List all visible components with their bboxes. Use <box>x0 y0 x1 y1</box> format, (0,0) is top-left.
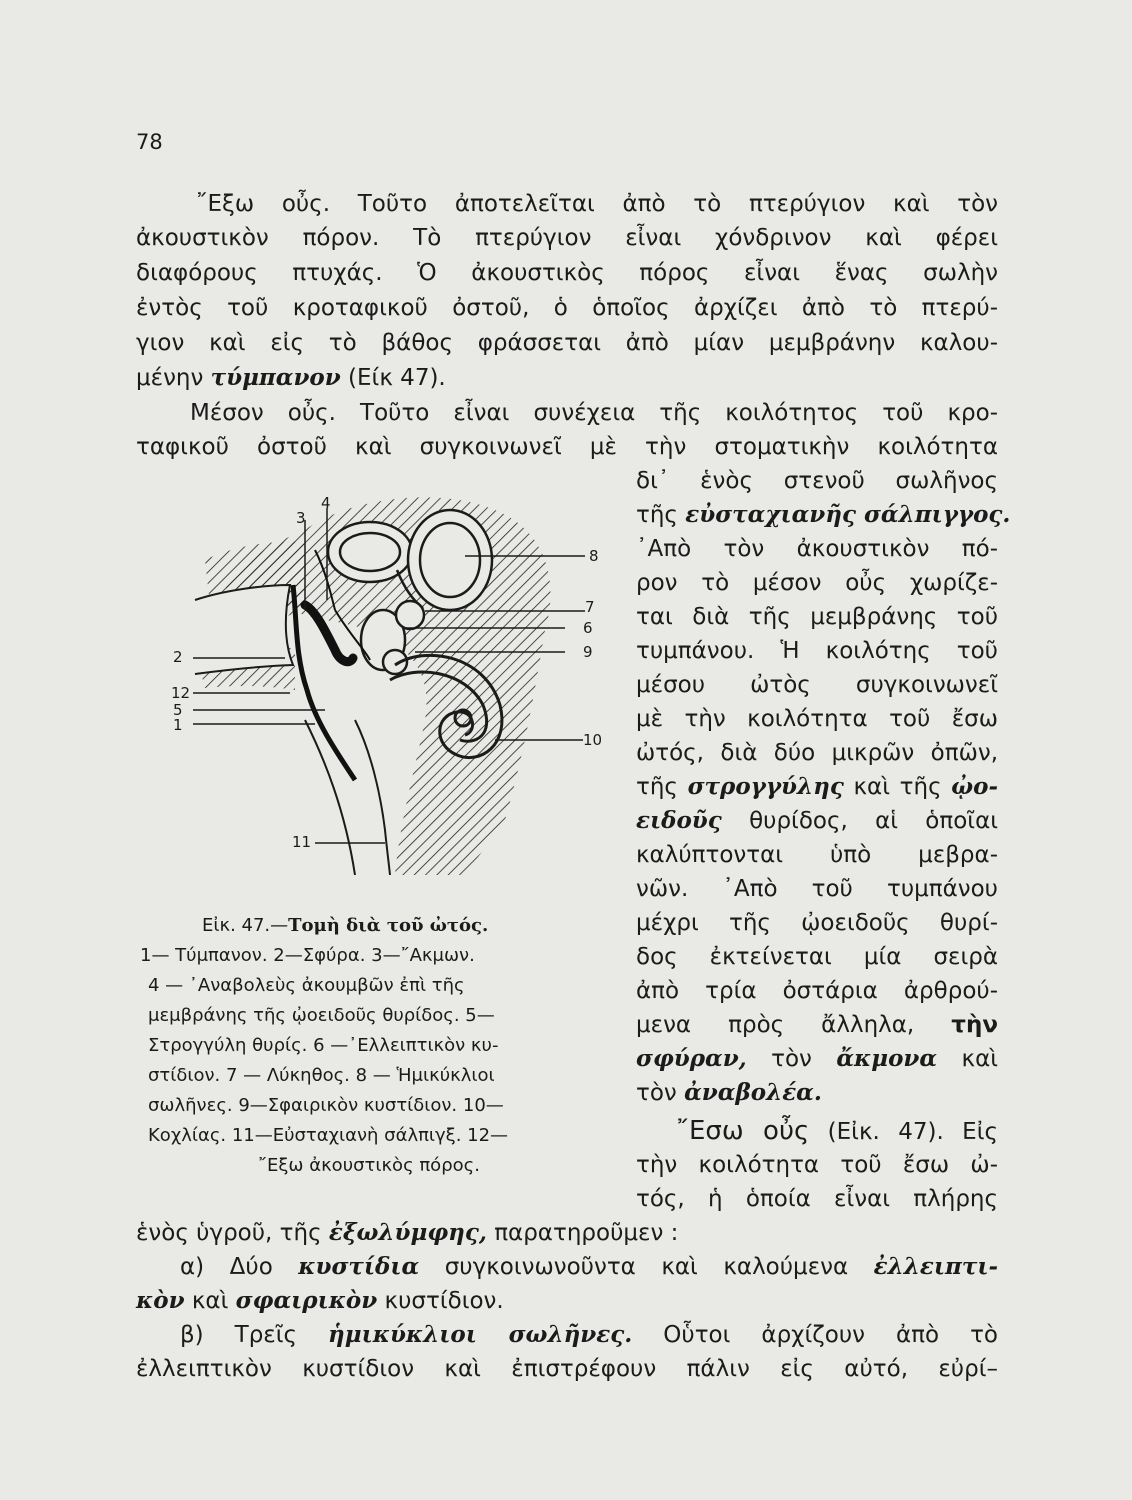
label-10: 10 <box>583 731 603 749</box>
text-line: ταφικοῦ ὀστοῦ καὶ συγκοινωνεῖ μὲ τὴν στοματικὴν κοιλότητα <box>136 434 998 460</box>
text-line: μέσου ὠτὸς συγκοινωνεῖ <box>636 672 998 698</box>
text-line: διαφόρους πτυχάς. Ὁ ἀκουστικὸς πόρος εἶναι ἕνας σωλὴν <box>136 260 998 286</box>
text-line: δι᾽ ἑνὸς στενοῦ σωλῆνος <box>636 468 998 494</box>
text-line: τὴν κοιλότητα τοῦ ἔσω ὠ- <box>636 1152 998 1178</box>
text-line: Μέσον οὖς. Τοῦτο εἶναι συνέχεια τῆς κοιλότητος τοῦ κρο- <box>190 400 998 426</box>
text-line: γιον καὶ εἰς τὸ βάθος φράσσεται ἀπὸ μίαν μεμβράνην καλου- <box>136 330 998 356</box>
caption-line: σωλῆνες. 9—Σφαιρικὸν κυστίδιον. 10— <box>148 1095 504 1116</box>
text-line: τός, ἡ ὁποία εἶναι πλήρης <box>636 1186 998 1212</box>
text-line: τῆς εὐσταχιανῆς σάλπιγγος. <box>636 501 1011 528</box>
text-line: ἐντὸς τοῦ κροταφικοῦ ὀστοῦ, ὁ ὁποῖος ἀρχίζει ἀπὸ τὸ πτερύ- <box>136 295 998 321</box>
caption-line: μεμβράνης τῆς ᾠοειδοῦς θυρίδος. 5— <box>148 1005 495 1026</box>
text-line: ρον τὸ μέσον οὖς χωρίζε- <box>636 570 998 596</box>
text-line: ἀκουστικὸν πόρον. Τὸ πτερύγιον εἶναι χόνδρινον καὶ φέρει <box>136 225 998 251</box>
text-line: νῶν. ᾽Απὸ τοῦ τυμπάνου <box>636 876 998 902</box>
text-line: τῆς στρογγύλης καὶ τῆς ᾠο- <box>636 773 999 800</box>
list-item: β) Τρεῖς ἡμικύκλιοι σωλῆνες. Οὗτοι ἀρχίζουν ἀπὸ τὸ <box>180 1321 998 1348</box>
text-line: ῎Εσω οὖς (Εἰκ. 47). Εἰς <box>676 1116 998 1146</box>
emphasis-term: ἐξωλύμφης, <box>328 1219 487 1246</box>
page-number: 78 <box>136 130 163 154</box>
text-line: καλύπτονται ὑπὸ μεβρα- <box>636 842 998 868</box>
emphasis-term: σφύραν, <box>636 1045 747 1072</box>
text-line: κὸν καὶ σφαιρικὸν κυστίδιον. <box>136 1287 504 1314</box>
label-4: 4 <box>321 494 331 512</box>
caption-line: 4 — ᾽Αναβολεὺς ἀκουμβῶν ἐπὶ τῆς <box>148 975 465 996</box>
caption-line: 1— Τύμπανον. 2—Σφύρα. 3—῎Ακμων. <box>140 945 475 966</box>
text-line: δος ἐκτείνεται μία σειρὰ <box>636 944 998 970</box>
text-line: ᾽Απὸ τὸν ἀκουστικὸν πό- <box>636 536 998 562</box>
label-1: 1 <box>173 716 183 734</box>
text-line: ῎Εξω οὖς. Τοῦτο ἀποτελεῖται ἀπὸ τὸ πτερύγιον καὶ τὸν <box>196 191 998 217</box>
list-item: α) Δύο κυστίδια συγκοινωνοῦντα καὶ καλούμενα ἐλλειπτι- <box>180 1253 998 1280</box>
emphasis-term: ἀναβολέα. <box>684 1079 822 1106</box>
eustachian-tube <box>355 720 390 875</box>
emphasis-term: εὐσταχιανῆς σάλπιγγος. <box>685 501 1011 528</box>
label-7: 7 <box>585 598 595 616</box>
caption-title-line: Εἰκ. 47.—Τομὴ διὰ τοῦ ὠτός. <box>202 915 489 936</box>
text-line: τυμπάνου. Ἡ κοιλότης τοῦ <box>636 638 998 664</box>
emphasis-term: σφαιρικὸν <box>235 1287 378 1314</box>
text-line: ἐλλειπτικὸν κυστίδιον καὶ ἐπιστρέφουν πάλιν εἰς αὐτό, εὐρί– <box>136 1356 998 1382</box>
label-6: 6 <box>583 619 593 637</box>
emphasis-term: ἄκμονα <box>836 1045 938 1072</box>
text-line: τὸν ἀναβολέα. <box>636 1079 822 1106</box>
emphasis-term: κὸν <box>136 1287 185 1314</box>
text-line: μενα πρὸς ἄλληλα, τὴν <box>636 1012 998 1038</box>
ear-diagram <box>165 490 615 875</box>
text-line: σφύραν, τὸν ἄκμονα καὶ <box>636 1045 999 1072</box>
text-line: ται διὰ τῆς μεμβράνης τοῦ <box>636 604 998 630</box>
text-line: ειδοῦς θυρίδος, αἱ ὁποῖαι <box>636 807 999 834</box>
section-term: Μέσον οὖς. <box>190 400 336 426</box>
emphasis-term: στρογγύλης <box>687 773 844 800</box>
caption-line: ῎Εξω ἀκουστικὸς πόρος. <box>258 1155 480 1176</box>
text-line: μένην τύμπανον (Είκ 47). <box>136 364 446 391</box>
emphasis-term: ἡμικύκλιοι σωλῆνες. <box>328 1321 633 1348</box>
emphasis-term: ἐλλειπτι- <box>873 1253 998 1280</box>
section-term: ῎Εσω οὖς <box>676 1116 810 1146</box>
label-2: 2 <box>173 648 183 666</box>
text-line: ἑνὸς ὑγροῦ, τῆς ἐξωλύμφης, παρατηροῦμεν : <box>136 1219 679 1246</box>
emphasis-term: τὴν <box>951 1012 998 1038</box>
text-line: ἀπὸ τρία ὀστάρια ἀρθρού- <box>636 978 998 1004</box>
emphasis-term: τύμπανον <box>210 364 341 391</box>
label-12: 12 <box>171 684 191 702</box>
text-line: μέχρι τῆς ᾠοειδοῦς θυρί- <box>636 910 998 936</box>
text-line: μὲ τὴν κοιλότητα τοῦ ἔσω <box>636 706 998 732</box>
label-11: 11 <box>292 833 312 851</box>
caption-line: Στρογγύλη θυρίς. 6 —᾽Ελλειπτικὸν κυ- <box>148 1035 499 1056</box>
emphasis-term: ειδοῦς <box>636 807 722 834</box>
caption-line: Κοχλίας. 11—Εὐσταχιανὴ σάλπιγξ. 12— <box>148 1125 509 1146</box>
caption-line: στίδιον. 7 — Λύκηθος. 8 — Ἡμικύκλιοι <box>148 1065 495 1086</box>
label-5: 5 <box>173 701 183 719</box>
section-term: ῎Εξω οὖς. <box>196 191 331 217</box>
label-3: 3 <box>296 509 306 527</box>
emphasis-term: κυστίδια <box>298 1253 420 1280</box>
label-8: 8 <box>589 547 599 565</box>
label-9: 9 <box>583 643 593 661</box>
text-line: ὠτός, διὰ δύο μικρῶν ὀπῶν, <box>636 740 998 766</box>
emphasis-term: ᾠο- <box>951 773 999 800</box>
